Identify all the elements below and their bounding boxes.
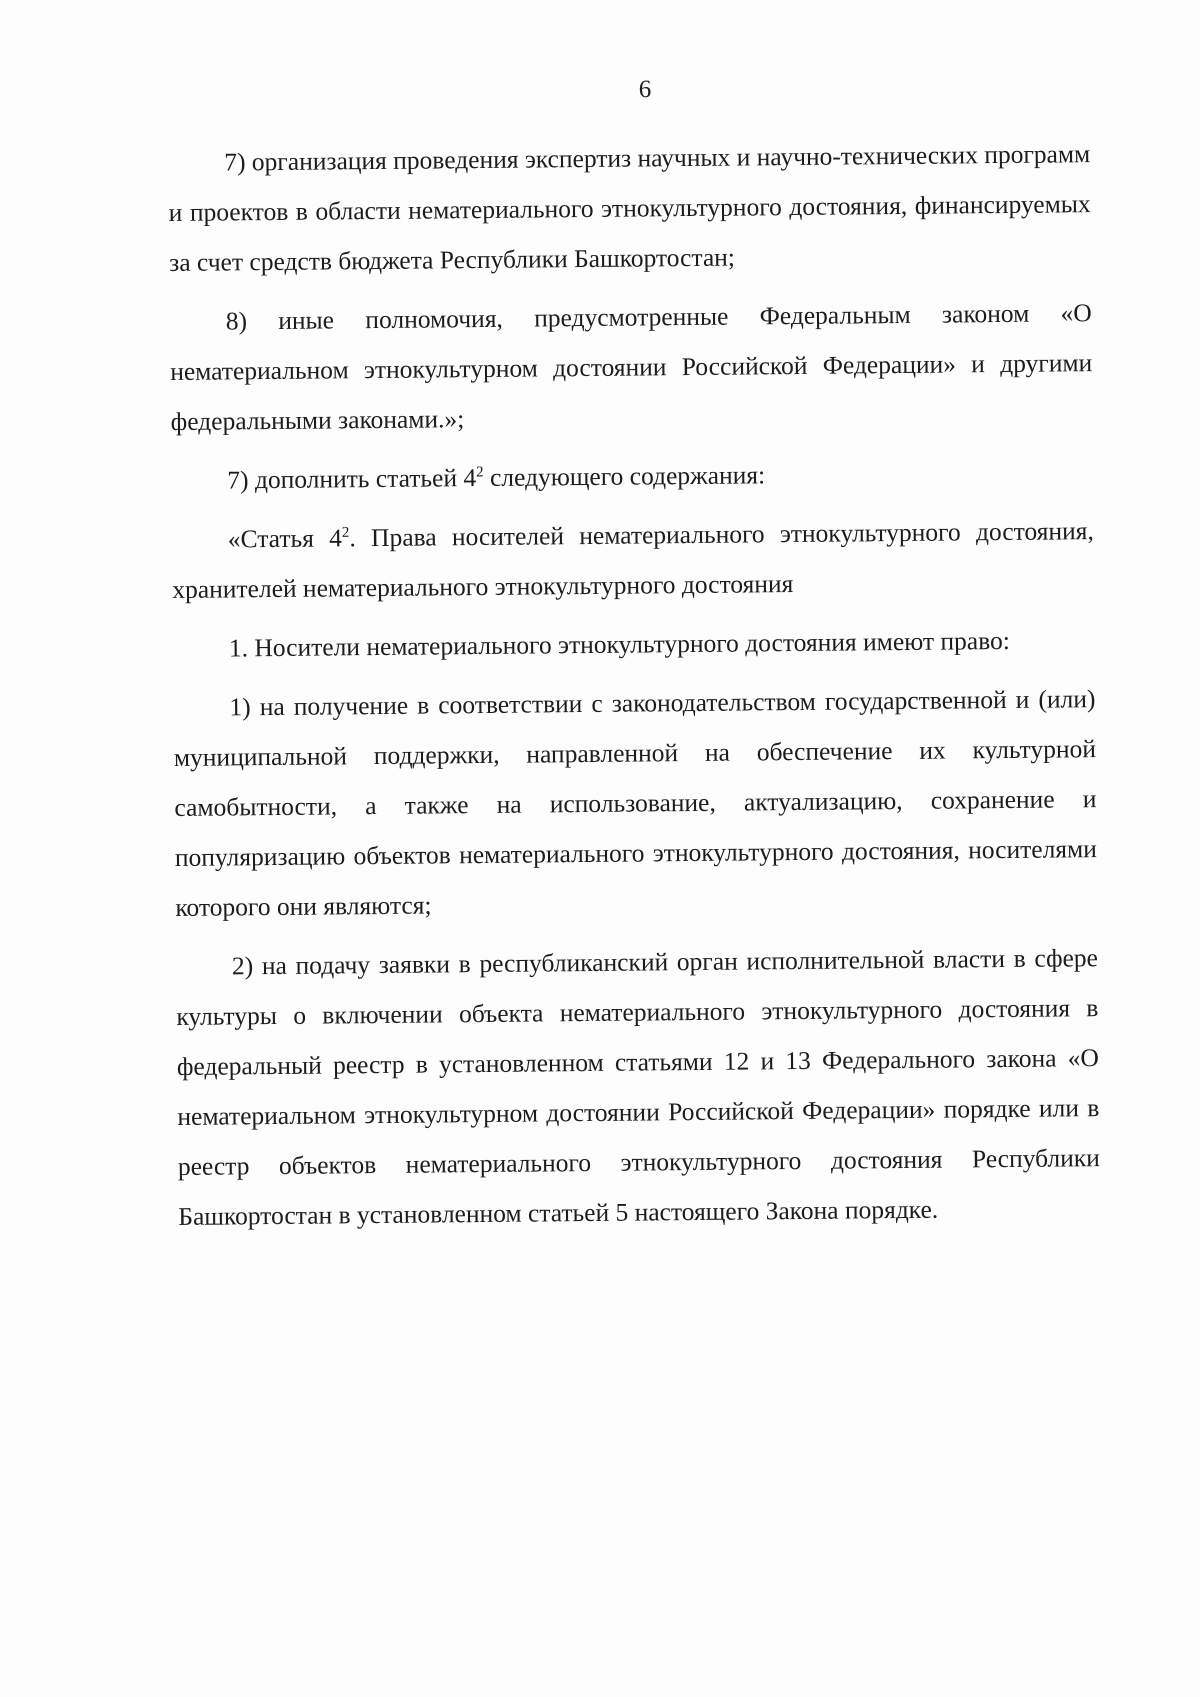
paragraph-item-7-expertise: 7) организация проведения экспертиз научных и научно-технических программ и проектов в области нематериального этнокультурного достояния, финансируемых за счет средств бюджета Республики Башкортостан; xyxy=(168,139,1091,277)
paragraph-right-1-support: 1) на получение в соответствии с законодательством государственной и (или) муниципальной поддержки, направленной на обеспечение их культурной самобытности, а также на использование, актуализацию, сохранение и популяризацию объектов нематериального этнокультурного достояния, носителями которого они являются; xyxy=(173,684,1098,922)
page-number: 6 xyxy=(638,76,652,103)
paragraph-right-2-application: 2) на подачу заявки в республиканский орган исполнительной власти в сфере культуры о включении объекта нематериального этнокультурного достояния в федеральный реестр в установленном статьями 12 и 13 Федерального закона «О нематериальном этнокультурном достоянии Российской Федерации» порядке или в реестр объектов нематериального этнокультурного достояния Республики Башкортостан в установленном статьей 5 настоящего Закона порядке. xyxy=(176,943,1100,1231)
amendment-superscript: 2 xyxy=(476,464,484,481)
article-heading-before: «Статья 4 xyxy=(227,523,343,554)
document-body xyxy=(168,129,1101,1251)
article-heading-after: . Права носителей нематериального этнокультурного достояния, хранителей нематериального этнокультурного достояния xyxy=(172,516,1094,604)
paragraph-clause-1-intro: 1. Носители нематериального этнокультурного достояния имеют право: xyxy=(228,625,1010,663)
paragraph-amendment-add-article xyxy=(171,447,1093,506)
article-heading-superscript: 2 xyxy=(341,524,350,541)
amendment-text-after: следующего содержания: xyxy=(483,460,766,492)
paragraph-item-8-other-powers: 8) иные полномочия, предусмотренные Федеральным законом «О нематериальном этнокультурном достоянии Российской Федерации» и другими федеральными законами.»; xyxy=(170,298,1093,436)
article-heading xyxy=(172,506,1095,615)
amendment-text-before: 7) дополнить статьей 4 xyxy=(227,463,477,495)
